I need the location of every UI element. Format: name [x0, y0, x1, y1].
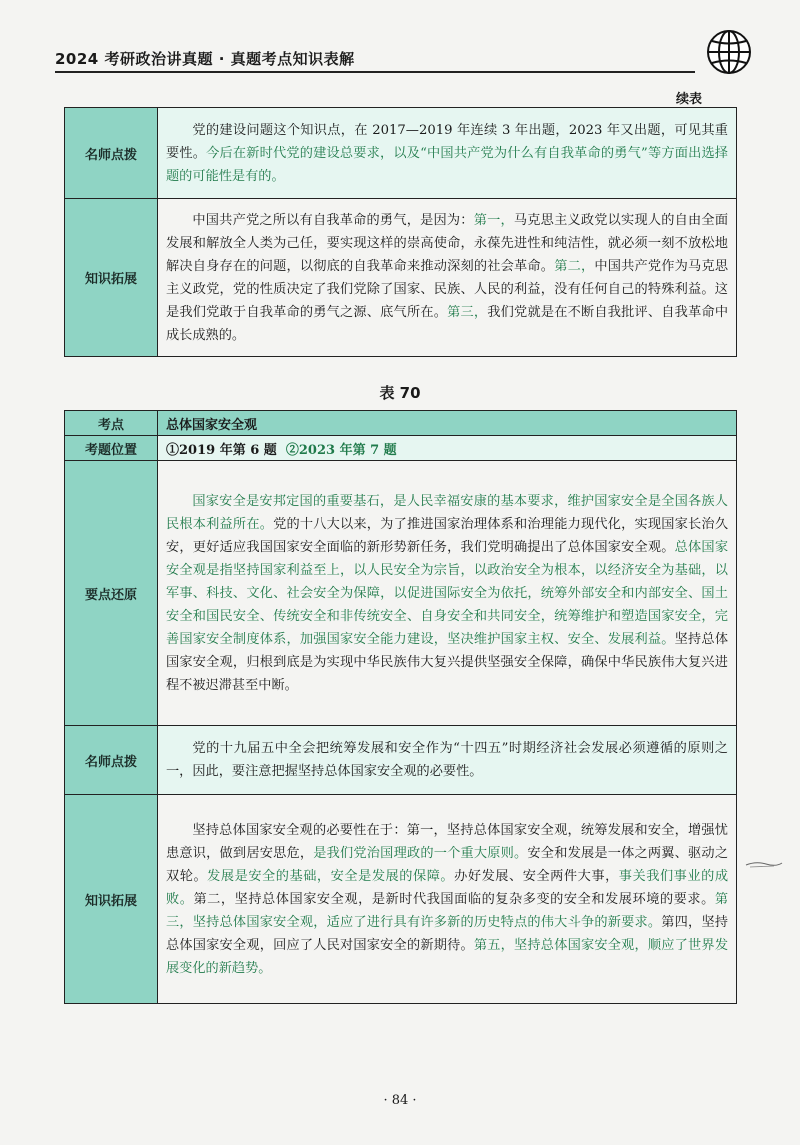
position-item: ②2023 年第 7 题	[285, 442, 397, 458]
text-segment: 党的十九届五中全会把统筹发展和安全作为“十四五”时期经济社会发展必须遵循的原则之一，因此，要注意把握坚持总体国家安全观的必要性。	[166, 741, 728, 779]
text-segment-highlight: 第五，坚持总体国家安全观，顺应了世界发展变化的新趋势。	[166, 937, 729, 976]
text-segment: 坚持总体国家安全观的必要性在于：第一，坚持总体国家安全观，统筹发展和安全，增强忧患意识，做到居安思危，	[166, 822, 728, 861]
table-row	[65, 461, 737, 726]
topic-title: 总体国家安全观	[158, 411, 737, 436]
text-segment-highlight: 第二，	[554, 258, 595, 274]
table-row	[65, 795, 737, 1004]
table-row	[65, 726, 737, 795]
text-segment: 中国共产党之所以有自我革命的勇气，是因为：	[192, 212, 474, 228]
row-content	[158, 461, 737, 726]
previous-table-continuation	[64, 107, 737, 357]
margin-mark	[744, 858, 784, 870]
text-segment: 中国共产党作为马克思主义政党，党的性质决定了我们党除了国家、民族、人民的利益，没有任何自己的特殊利益。这是我们党敢于自我革命的勇气之源、底气所在。	[166, 258, 729, 320]
globe-icon	[705, 28, 753, 76]
text-segment-highlight: 国家安全是安邦定国的重要基石，是人民幸福安康的基本要求，维护国家安全是全国各族人民根本利益所在。	[166, 493, 728, 532]
book-title: 2024 考研政治讲真题 · 真题考点知识表解	[55, 50, 355, 68]
table-caption: 表 70	[379, 384, 421, 402]
text-segment-highlight: 第一，	[473, 212, 514, 228]
text-segment: 党的十八大以来，为了推进国家治理体系和治理能力现代化，实现国家长治久安，更好适应我国国家安全面临的新形势新任务，我们党明确提出了总体国家安全观。	[166, 516, 729, 555]
text-segment-highlight: 今后在新时代党的建设总要求，以及“中国共产党为什么有自我革命的勇气”等方面出选择题的可能性是有的。	[166, 145, 728, 184]
text-segment-highlight: 第三，坚持总体国家安全观，适应了进行具有许多新的历史特点的伟大斗争的新要求。	[166, 891, 729, 930]
row-content	[158, 108, 737, 199]
row-label: 知识拓展	[65, 199, 158, 357]
question-positions	[158, 436, 737, 461]
row-content	[158, 199, 737, 357]
text-segment-highlight: 第三，	[447, 304, 488, 320]
topic-label: 考点	[65, 411, 158, 436]
row-content	[158, 726, 737, 795]
row-label: 知识拓展	[65, 795, 158, 1004]
row-label: 名师点拨	[65, 108, 158, 199]
table-70	[64, 410, 737, 1004]
text-segment: 坚持总体国家安全观，归根到底是为实现中华民族伟大复兴提供坚强安全保障，确保中华民族伟大复兴进程不被迟滞甚至中断。	[166, 631, 729, 693]
text-segment-highlight: 发展是安全的基础，安全是发展的保障。	[207, 868, 455, 884]
table-row	[65, 199, 737, 357]
page-header	[55, 38, 745, 78]
table-row	[65, 108, 737, 199]
text-segment: 我们党就是在不断自我批评、自我革命中成长成熟的。	[166, 304, 729, 343]
header-rule	[55, 71, 695, 73]
page-number: · 84 ·	[383, 1093, 417, 1108]
text-segment: 第二，坚持总体国家安全观，是新时代我国面临的复杂多变的安全和发展环境的要求。	[193, 891, 715, 907]
text-segment: 马克思主义政党以实现人的自由全面发展和解放全人类为己任，要实现这样的崇高使命，永葆先进性和纯洁性，就必须一刻不放松地解决自身存在的问题，以彻底的自我革命来推动深刻的社会革命。	[166, 212, 729, 274]
text-segment: 第四，坚持总体国家安全观，回应了人民对国家安全的新期待。	[166, 914, 729, 953]
continued-label: 续表	[676, 92, 703, 107]
text-segment-highlight: 总体国家安全观是指坚持国家利益至上，以人民安全为宗旨，以政治安全为根本，以经济安全为基础，以军事、科技、文化、社会安全为保障，以促进国际安全为依托，统筹外部安全和内部安全、国土安全和国民安全、传统安全和非传统安全、自身安全和共同安全，统筹维护和塑造国家安全，完善国家安全制度体系，加强国家安全能力建设，坚决维护国家主权、安全、发展利益。	[166, 539, 729, 647]
row-label: 要点还原	[65, 461, 158, 726]
position-item: ①2019 年第 6 题	[166, 442, 277, 458]
table-row	[65, 411, 737, 436]
row-content	[158, 795, 737, 1004]
position-label: 考题位置	[65, 436, 158, 461]
text-segment-highlight: 是我们党治国理政的一个重大原则。	[313, 845, 528, 861]
row-label: 名师点拨	[65, 726, 158, 795]
table-row	[65, 436, 737, 461]
text-segment-highlight: 事关我们事业的成败。	[166, 868, 729, 907]
text-segment: 安全和发展是一体之两翼、驱动之双轮。	[166, 845, 729, 884]
text-segment: 党的建设问题这个知识点，在 2017—2019 年连续 3 年出题，2023 年又出题，可见其重要性。	[166, 122, 728, 161]
text-segment: 办好发展、安全两件大事，	[454, 868, 619, 884]
